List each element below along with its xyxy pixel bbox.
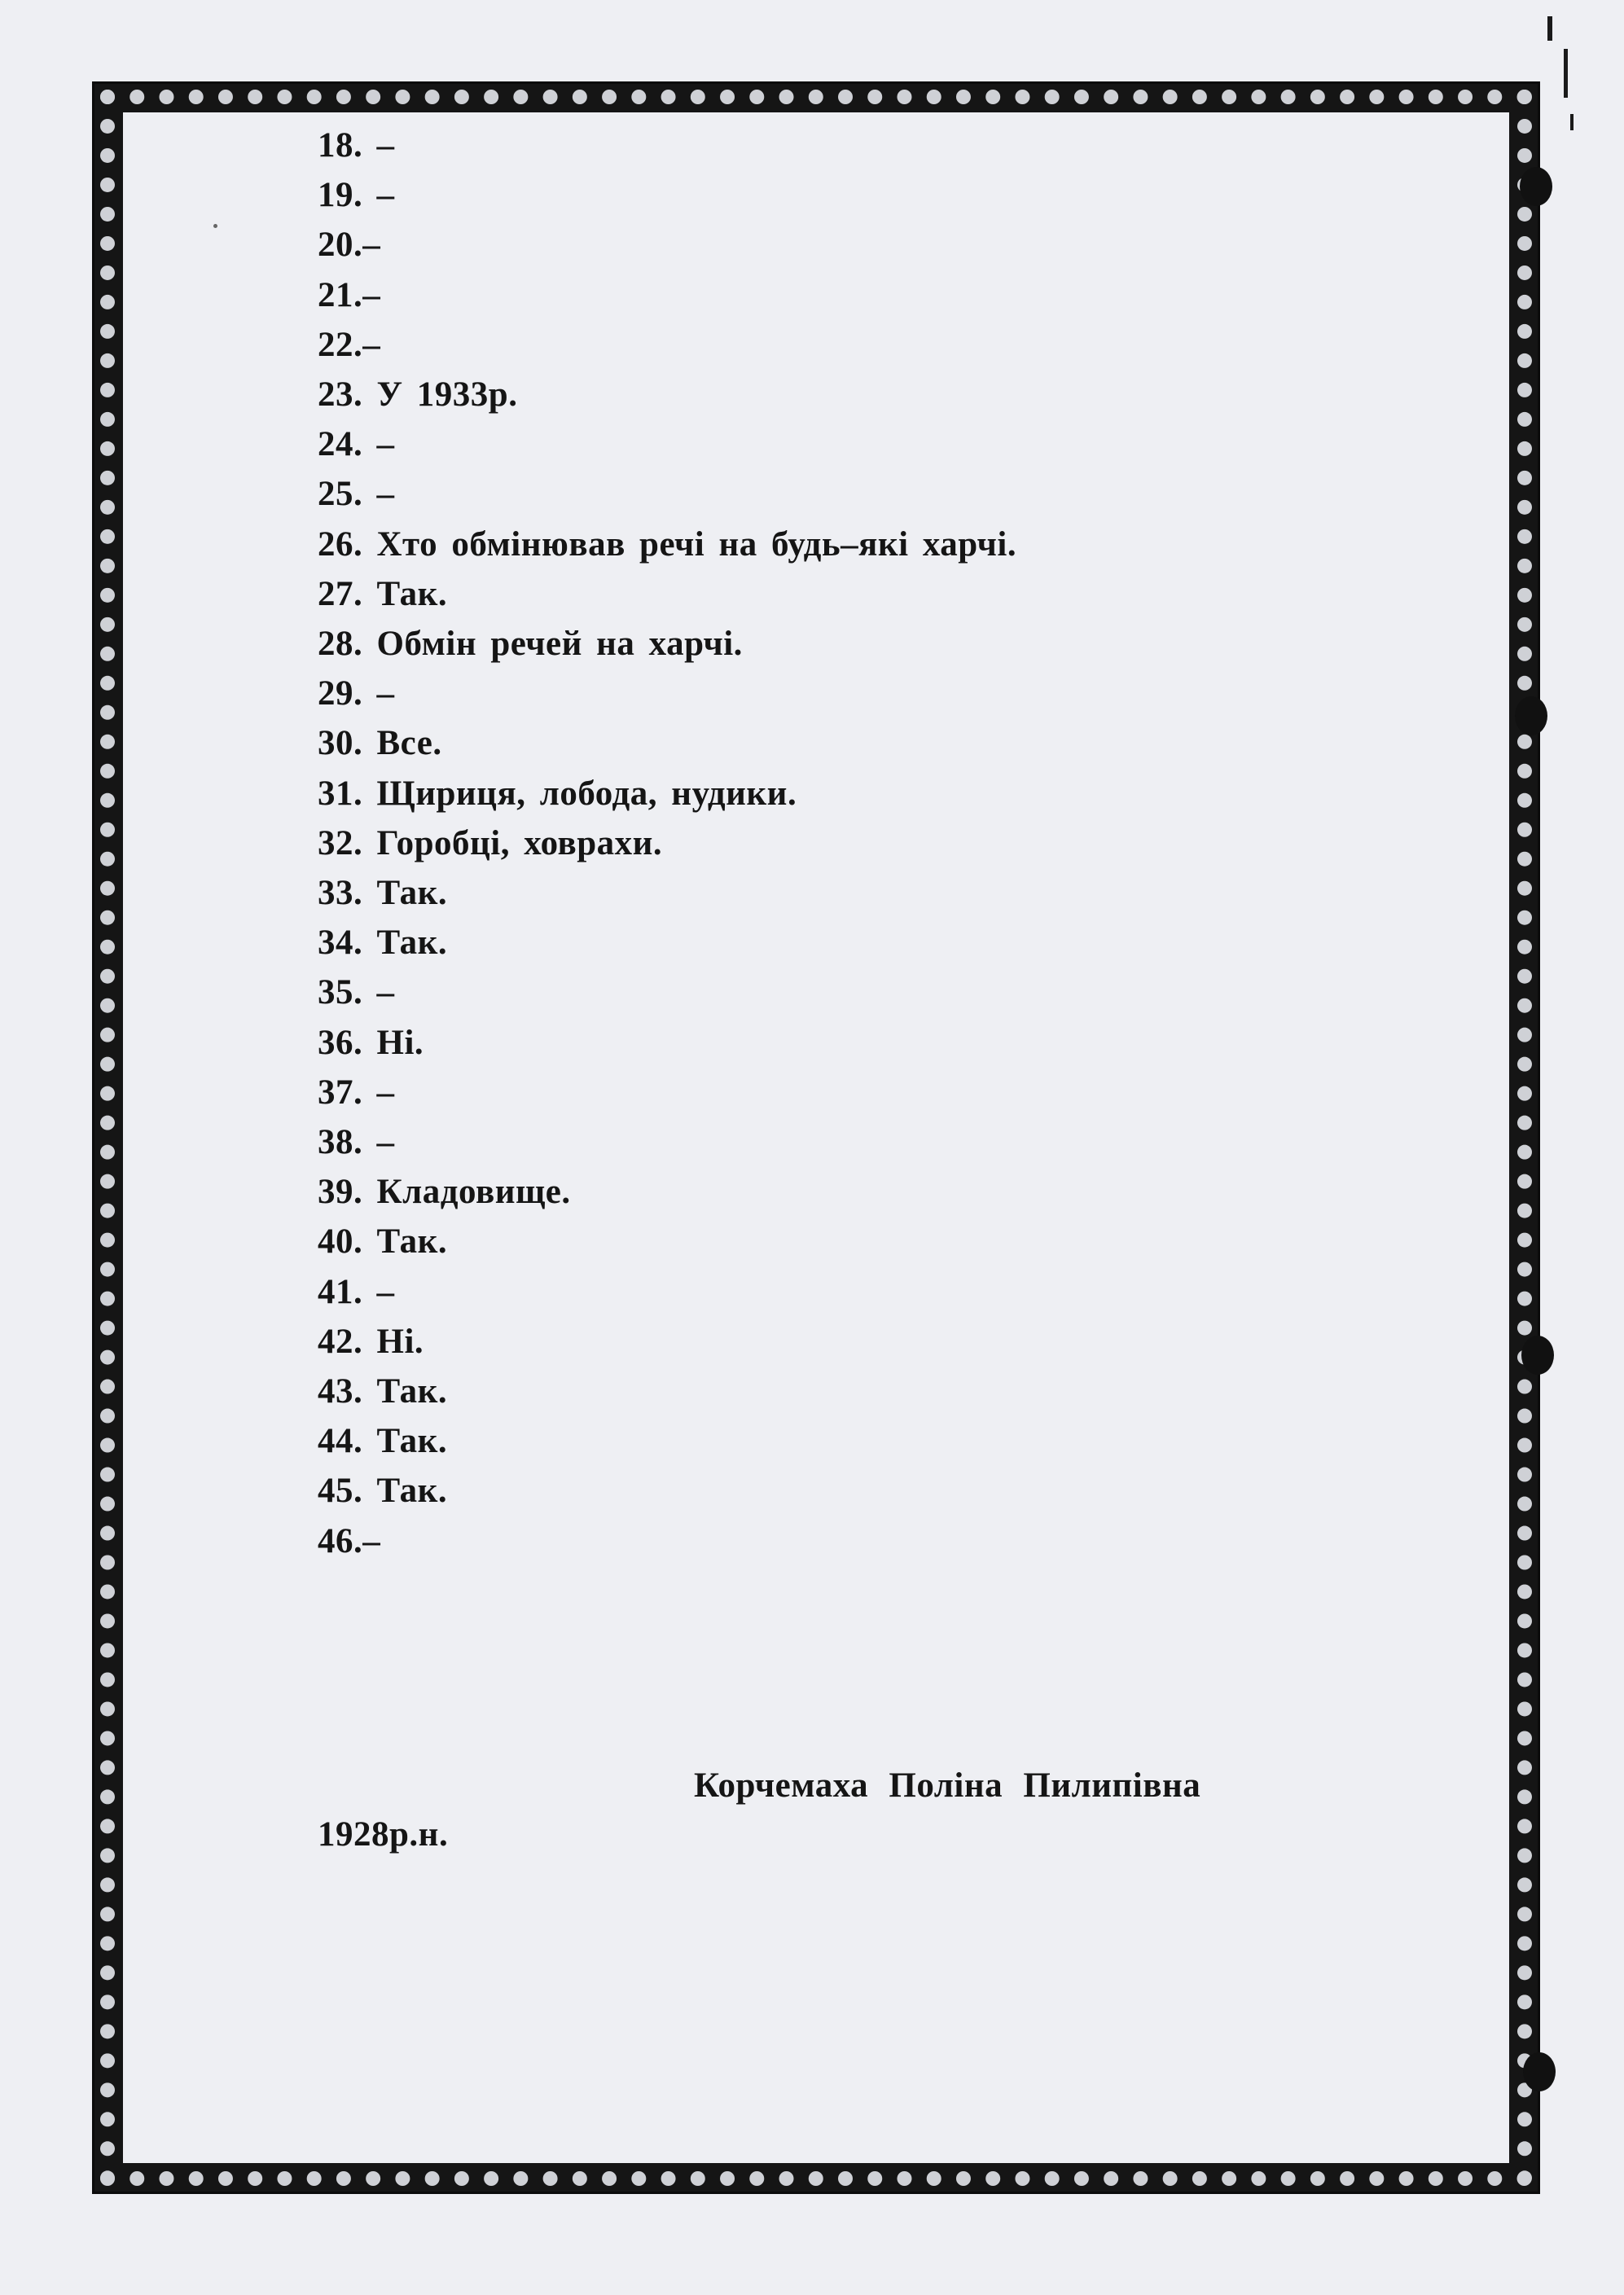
answer-line: 23. У 1933р.: [318, 375, 518, 415]
answer-line: 45. Так.: [318, 1472, 448, 1511]
answer-line: 46.–: [318, 1521, 381, 1560]
respondent-name: Корчемаха Поліна Пилипівна: [694, 1766, 1201, 1805]
punch-hole: [1523, 2052, 1556, 2091]
punch-hole: [1520, 167, 1552, 206]
answer-line: 35. –: [318, 973, 395, 1012]
answer-line: 34. Так.: [318, 924, 448, 963]
answer-line: 29. –: [318, 674, 395, 713]
speck: [213, 224, 217, 228]
answer-line: 31. Щириця, лобода, нудики.: [318, 774, 797, 813]
punch-hole: [1515, 696, 1547, 735]
edge-mark: [1547, 16, 1552, 41]
answer-line: 25. –: [318, 475, 395, 514]
answer-line: 20.–: [318, 226, 381, 265]
birth-year: 1928р.н.: [318, 1815, 449, 1854]
answer-line: 30. Все.: [318, 724, 442, 763]
answer-line: 44. Так.: [318, 1422, 448, 1461]
edge-mark: [1570, 114, 1574, 130]
answer-line: 33. Так.: [318, 874, 448, 913]
answer-line: 21.–: [318, 275, 381, 314]
answer-line: 19. –: [318, 176, 395, 215]
answer-line: 26. Хто обмінював речі на будь–які харчі.: [318, 524, 1017, 564]
answer-line: 24. –: [318, 425, 395, 464]
answers-list: [318, 121, 1016, 1566]
answer-line: 22.–: [318, 325, 381, 364]
answer-line: 37. –: [318, 1073, 395, 1112]
answer-line: 18. –: [318, 126, 395, 165]
answer-line: 42. Ні.: [318, 1322, 424, 1361]
answer-line: 27. Так.: [318, 574, 448, 613]
answer-line: 39. Кладовище.: [318, 1173, 571, 1212]
punch-hole: [1521, 1336, 1554, 1375]
answer-line: 40. Так.: [318, 1222, 448, 1262]
answer-line: 36. Ні.: [318, 1023, 424, 1062]
edge-mark: [1564, 49, 1568, 98]
answer-line: 41. –: [318, 1272, 395, 1311]
answer-line: 32. Горобці, ховрахи.: [318, 823, 663, 862]
answer-line: 28. Обмін речей на харчі.: [318, 625, 743, 664]
answer-line: 43. Так.: [318, 1372, 448, 1411]
answer-line: 38. –: [318, 1123, 395, 1162]
